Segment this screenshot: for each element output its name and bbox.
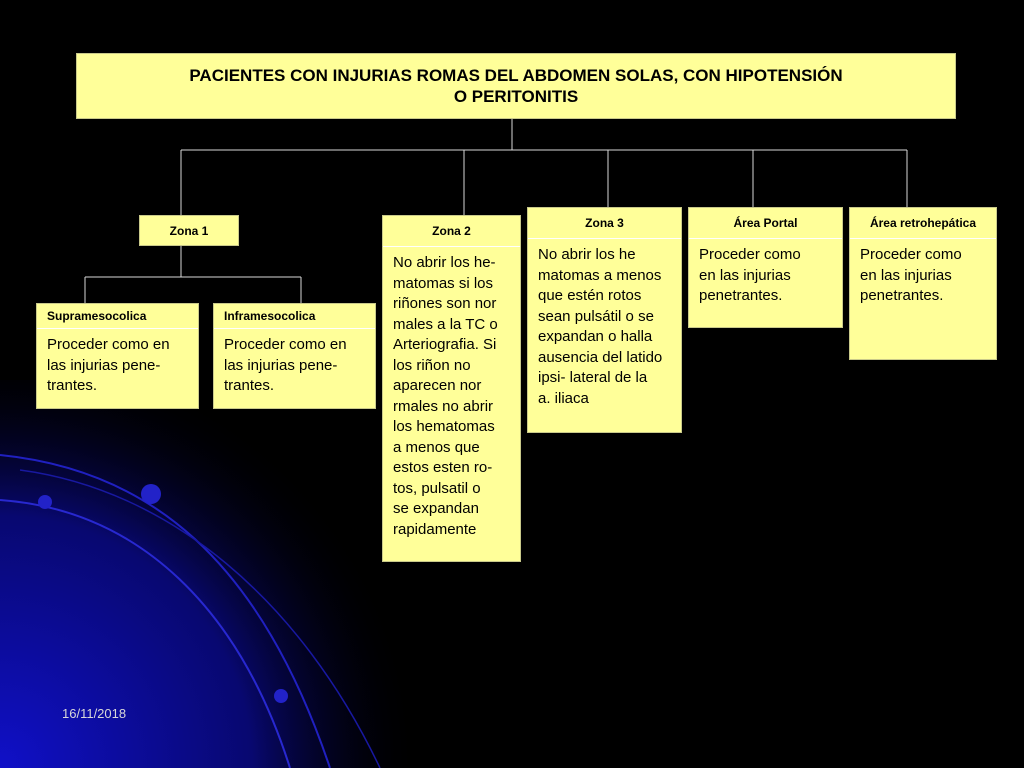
zona2-label: Zona 2	[383, 216, 520, 247]
zona2-box	[382, 215, 521, 562]
area-retrohepatica-label: Área retrohepática	[850, 208, 996, 239]
supramesocolica-text: Proceder como en las injurias pene- trantes.	[47, 336, 170, 394]
slide-date: 16/11/2018	[62, 706, 127, 721]
inframesocolica-box	[213, 303, 376, 409]
title-box	[76, 53, 956, 119]
zona2-text: No abrir los he- matomas si los riñones son nor males a la TC o Arteriografia. Si los riñon no aparecen nor rmales no abrir los hematomas a menos que estos esten ro- tos, pulsatil o se expandan rapidamente	[393, 254, 498, 538]
zona1-box	[139, 215, 239, 246]
supramesocolica-box	[36, 303, 199, 409]
area-retrohepatica-box	[849, 207, 997, 360]
supramesocolica-label: Supramesocolica	[37, 304, 198, 329]
zona3-label: Zona 3	[528, 208, 681, 239]
area-retrohepatica-text: Proceder como en las injurias penetrantes.	[860, 246, 962, 304]
inframesocolica-text: Proceder como en las injurias pene- trantes.	[224, 336, 347, 394]
area-portal-label: Área Portal	[689, 208, 842, 239]
inframesocolica-label: Inframesocolica	[214, 304, 375, 329]
zona3-text: No abrir los he matomas a menos que estén rotos sean pulsátil o se expandan o halla ausencia del latido ipsi- lateral de la a. iliaca	[538, 246, 663, 407]
zona1-label: Zona 1	[169, 224, 209, 238]
area-portal-box	[688, 207, 843, 328]
area-portal-text: Proceder como en las injurias penetrantes.	[699, 246, 801, 304]
zona3-box	[527, 207, 682, 433]
title-line1: PACIENTES CON INJURIAS ROMAS DEL ABDOMEN SOLAS, CON HIPOTENSIÓN	[189, 66, 843, 85]
title-line2: O PERITONITIS	[453, 87, 579, 106]
